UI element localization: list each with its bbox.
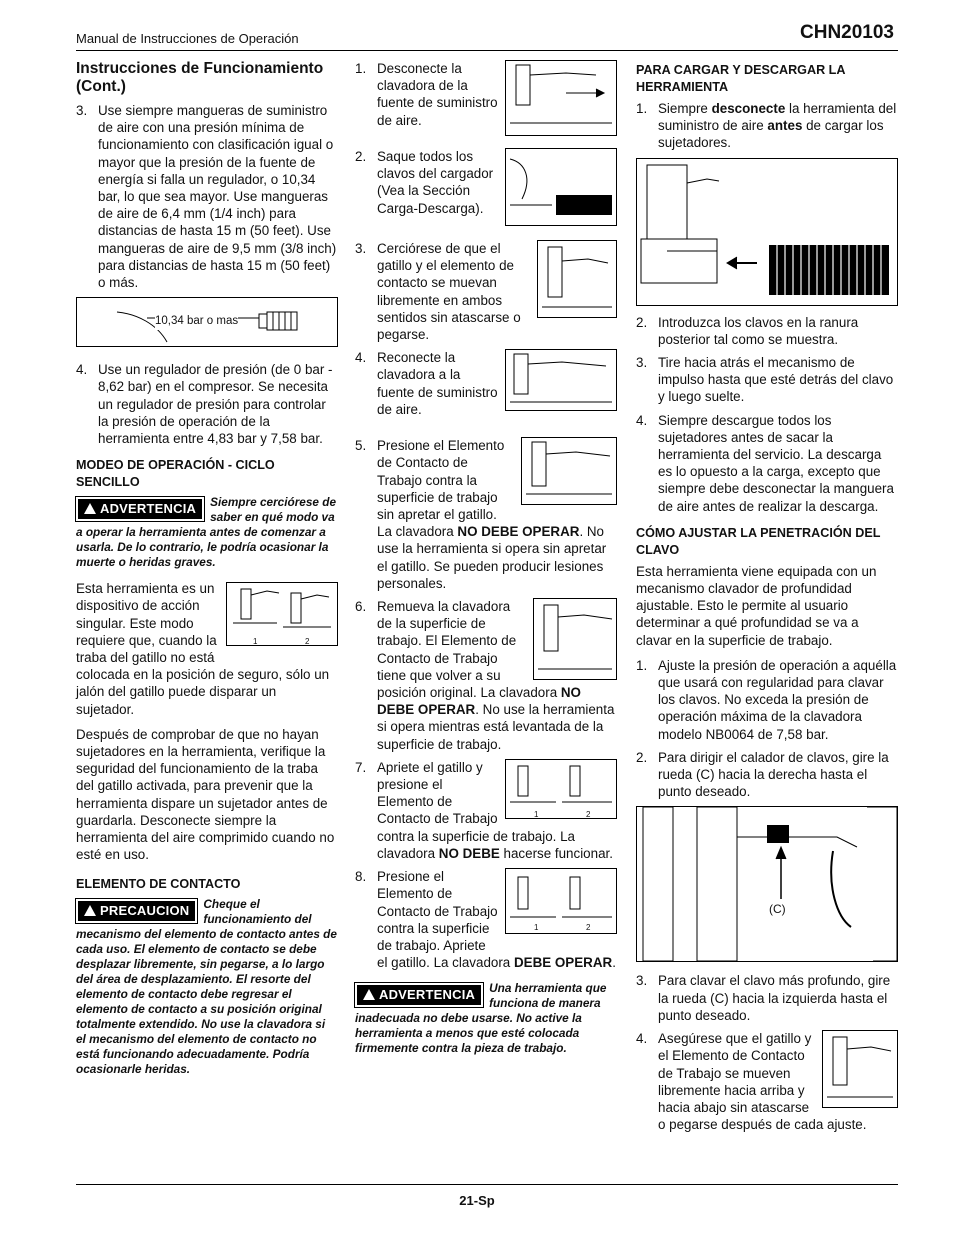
step-text: Reconecte la clavadora a la fuente de suministro de aire. <box>377 350 498 417</box>
step-text: Apriete el gatillo y presione el Elemento de Contacto de Trabajo contra la superficie de trabajo. La clavadora <box>377 759 576 861</box>
adjust-check-illustration <box>823 1031 897 1107</box>
paragraph: Después de comprobar de que no hayan sujetadores en la herramienta, verifique la seguridad del funcionamiento de la traba del gatillo activada, para prevenir que la herramienta dispare un sujetador antes de guardarla. Desconecte siempre la herramienta del aire comprimido cuando no esté en uso. <box>76 726 335 863</box>
caution-badge: PRECAUCION <box>76 899 197 923</box>
step-emphasis: NO DEBE OPERAR <box>457 524 580 540</box>
item-text: Use siempre mangueras de suministro de aire con una presión mínima de funcionamiento con clasificación igual o mayor que la presión de la fuente de energía si falla un regulador, o 10,34 bar, lo que sea mayor. Use mangueras de aire de 6,4 mm (1/4 inch) para distancias de hasta 15 m (50 feet). Use mangueras de aire de 9,5 mm (3/8 inch) para distancias de hasta 15 m (50 feet) o más. <box>98 103 337 291</box>
figure-number: 1 <box>534 809 539 819</box>
step-5 <box>355 437 617 592</box>
step-emphasis: DEBE OPERAR <box>513 955 613 971</box>
item-text: Siempre descargue todos los sujetadores antes de sacar la herramienta del servicio. La descarga es lo opuesto a la carga, excepto que siempre debe desconectar la manguera de aire antes de realizar la descarga. <box>658 412 894 514</box>
item-number: 1. <box>636 657 648 673</box>
remove-illustration <box>534 599 616 679</box>
step-text: Presione el Elemento de Contacto de Trabajo contra la superficie de trabajo sin apretar el gatillo. La clavadora <box>377 438 505 540</box>
item-number: 2. <box>636 749 648 765</box>
step-number: 7. <box>355 759 367 775</box>
step-emphasis: NO DEBE <box>438 845 500 861</box>
item-text: Asegúrese que el gatillo y el Elemento de Contacto de Trabajo se mueven libremente hacia arriba y hacia abajo sin atascarse o pegarse después de cada ajuste. <box>658 1031 867 1133</box>
step-emphasis: NO DEBE OPERAR <box>377 685 581 718</box>
step-2 <box>355 148 617 234</box>
trigger-first-figure <box>505 759 617 819</box>
item-text: Use un regulador de presión (de 0 bar - 8,62 bar) en el compresor. Se necesita un regulador de presión para controlar la presión de operación de la herramienta entre 4,83 bar y 7,58 bar. <box>98 362 333 447</box>
item-text: Introduzca los clavos en la ranura posterior tal como se muestra. <box>658 314 859 347</box>
step-text: Saque todos los clavos del cargador (Vea la Sección Carga-Descarga). <box>377 149 494 216</box>
column-1 <box>76 60 338 1087</box>
trigger-check-figure <box>537 240 617 318</box>
loading-figure <box>636 158 898 306</box>
item-text: Ajuste la presión de operación a aquélla que usará con regularidad para clavar los clavos. No exceda la presión de operación máxima de la clavadora modelo NB0064 de 7,58 bar. <box>658 657 897 742</box>
footer-rule <box>76 1184 898 1185</box>
nailer-illustration <box>227 583 337 645</box>
section-heading: PARA CARGAR Y DESCARGAR LA HERRAMIENTA <box>636 63 845 94</box>
step-number: 8. <box>355 869 367 885</box>
step-number: 4. <box>355 350 367 366</box>
step-8 <box>355 868 617 971</box>
wheel-label: (C) <box>769 902 786 917</box>
step-text: . <box>612 955 616 971</box>
step-text: . No use la herramienta si opera sin apretar el gatillo. Se pueden producir lesiones personales. <box>377 524 607 591</box>
item-number: 2. <box>636 314 648 330</box>
reconnect-figure <box>505 349 617 411</box>
step-number: 6. <box>355 599 367 615</box>
section-heading: ELEMENTO DE CONTACTO <box>76 876 241 891</box>
list-item <box>636 749 898 801</box>
list-item <box>636 972 898 1024</box>
step-text: . No use la herramienta si opera mientras está levantada de la superficie de trabajo. <box>377 702 615 752</box>
two-nailer-figure <box>226 582 338 646</box>
disconnect-figure <box>505 60 617 136</box>
list-item <box>636 657 898 743</box>
warning-triangle-icon <box>363 989 375 1000</box>
warning-block <box>76 495 338 570</box>
warning-triangle-icon <box>84 503 96 514</box>
column-2 <box>355 60 617 1066</box>
hose-figure <box>76 297 338 347</box>
list-item <box>76 102 338 291</box>
caution-text: Cheque el funcionamiento del mecanismo del elemento de contacto antes de cada uso. El elemento de contacto se debe desplazar libremente, sin pegarse, a lo largo del área de desplazamiento. El resorte del elemento de contacto debe regresar el elemento de contacto a su posición original totalmente extendido. No use la clavadora si el mecanismo del elemento de contacto no está funcionando adecuadamente. Podría ocasionarle heridas. <box>76 896 337 1076</box>
page-number: 21-Sp <box>459 1193 495 1208</box>
list-item <box>636 354 898 406</box>
operate-illustration <box>506 869 616 933</box>
trigger-first-illustration <box>506 760 616 818</box>
press-figure <box>521 437 617 505</box>
step-text: Cerciórese de que el gatillo y el elemento de contacto se muevan libremente en ambos sentidos sin atascarse o pegarse. <box>377 241 521 343</box>
column-3 <box>636 60 898 1139</box>
warning-text: Una herramienta que funciona de manera inadecuada no debe usarse. No active la herramienta a menos que esté colocada firmemente contra la pieza de trabajo. <box>355 981 607 1056</box>
step-text: Presione el Elemento de Contacto de Trabajo contra la superficie de trabajo. Apriete el gatillo. La clavadora <box>377 869 514 971</box>
unload-illustration <box>506 149 616 225</box>
step-3 <box>355 240 617 343</box>
list-item <box>636 412 898 515</box>
warning-badge: ADVERTENCIA <box>355 983 483 1007</box>
warning-text: Siempre cerciórese de saber en qué modo va a operar la herramienta antes de comenzar a usarla. De lo contrario, le podría ocasionar la muerte o heridas graves. <box>76 495 337 570</box>
item-number: 4. <box>76 362 88 378</box>
paragraph: Esta herramienta viene equipada con un mecanismo clavador de profundidad ajustable. Esto le permite al usuario determinar a qué profundidad se va a clavar en la superficie de trabajo. <box>636 563 877 648</box>
item-number: 4. <box>636 1031 648 1047</box>
list-item: 1. Siempre desconecte la herramienta del suministro de aire antes de cargar los sujetadores. <box>636 101 897 151</box>
step-number: 3. <box>355 241 367 256</box>
item-number: 3. <box>636 355 648 371</box>
emphasis: desconecte <box>711 101 786 116</box>
emphasis: antes <box>767 118 803 134</box>
item-text: Tire hacia atrás el mecanismo de impulso hasta que esté detrás del clavo y luego suelte. <box>658 355 894 405</box>
operate-figure <box>505 868 617 934</box>
item-number: 3. <box>636 973 648 989</box>
item-number: 1. <box>636 101 648 116</box>
press-illustration <box>522 438 616 504</box>
single-mode-paragraph <box>76 580 338 718</box>
figure-number: 2 <box>586 809 591 819</box>
warning-badge: ADVERTENCIA <box>76 497 204 521</box>
figure-number: 1 <box>534 923 539 933</box>
depth-wheel-figure <box>636 806 898 962</box>
caution-block <box>76 897 338 1077</box>
list-item <box>636 314 898 348</box>
reconnect-illustration <box>506 350 616 410</box>
step-number: 5. <box>355 438 367 454</box>
figure-number: 2 <box>586 923 591 933</box>
list-item <box>76 361 338 447</box>
step-text: hacerse funcionar. <box>499 845 613 861</box>
hose-label: 10,34 bar o mas <box>155 313 238 330</box>
step-1 <box>355 60 617 142</box>
section-title: Instrucciones de Funcionamiento (Cont.) <box>76 60 324 95</box>
unload-figure <box>505 148 617 226</box>
figure-number: 2 <box>305 637 310 647</box>
figure-number: 1 <box>253 637 258 647</box>
step-text: Remueva la clavadora de la superficie de trabajo. El Elemento de Contacto de Trabajo tiene que volver a su posición original. La clavadora <box>377 599 561 701</box>
header-model: CHN20103 <box>800 22 894 43</box>
step-number: 1. <box>355 61 367 76</box>
header-rule <box>76 50 898 51</box>
depth-wheel-illustration <box>637 807 897 961</box>
item-text: Para clavar el clavo más profundo, gire la rueda (C) hacia la izquierda hasta el punto deseado. <box>658 973 891 1023</box>
adjust-check-figure <box>822 1030 898 1108</box>
item-number: 4. <box>636 412 648 428</box>
warning-block <box>355 981 617 1056</box>
disconnect-illustration <box>506 61 616 135</box>
remove-figure <box>533 598 617 680</box>
trigger-check-illustration <box>538 241 616 317</box>
step-4 <box>355 349 617 431</box>
item-text: Para dirigir el calador de clavos, gire la rueda (C) hacia la derecha hasta el punto deseado. <box>658 749 889 800</box>
warning-triangle-icon <box>84 905 96 916</box>
step-text: Desconecte la clavadora de la fuente de suministro de aire. <box>377 61 498 128</box>
step-6 <box>355 598 617 753</box>
list-item <box>636 1030 898 1133</box>
item-number: 3. <box>76 103 88 118</box>
header-manual-title: Manual de Instrucciones de Operación <box>76 31 299 46</box>
step-number: 2. <box>355 149 367 164</box>
section-heading: MODEO DE OPERACIÓN - CICLO SENCILLO <box>76 458 275 490</box>
paragraph: Esta herramienta es un dispositivo de acción singular. Este modo requiere que, cuando la traba del gatillo no está colocada en la posición de seguro, sólo un jalón del gatillo puede disparar un sujetador. <box>76 581 330 717</box>
section-heading: CÓMO AJUSTAR LA PENETRACIÓN DEL CLAVO <box>636 525 881 557</box>
loading-illustration <box>637 159 897 305</box>
step-7 <box>355 759 617 862</box>
